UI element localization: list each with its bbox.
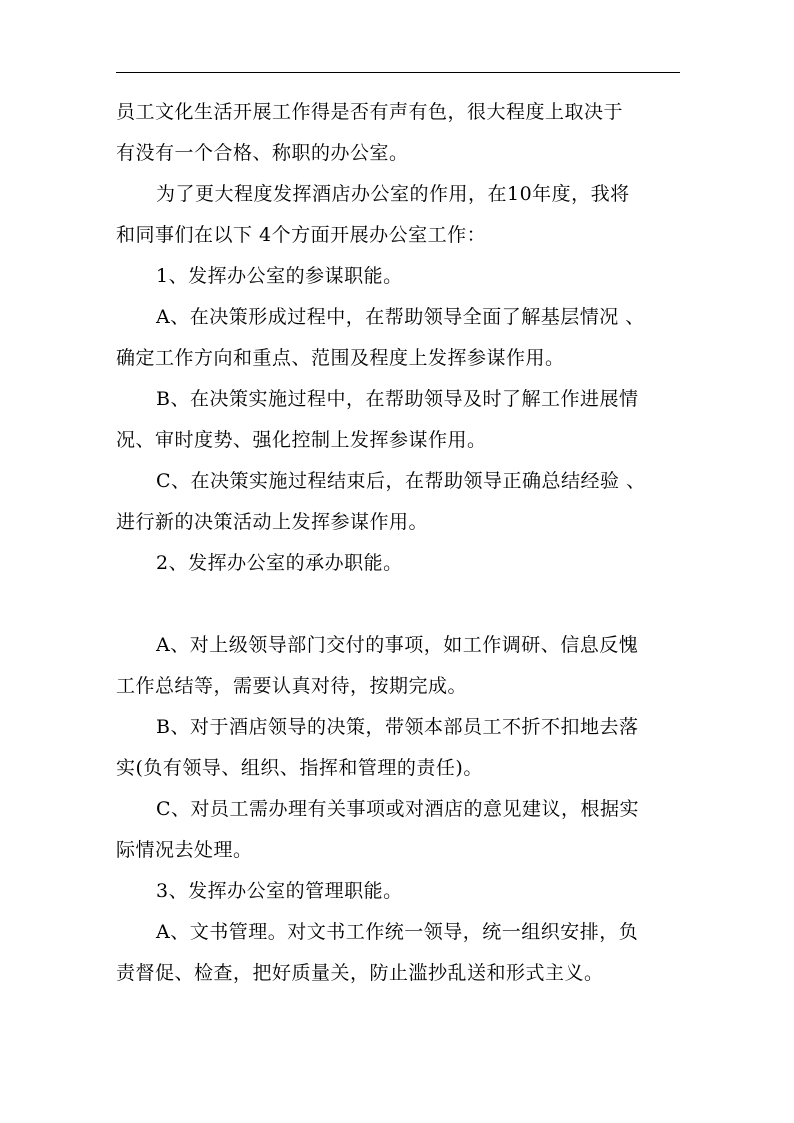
text-line: B、对于酒店领导的决策，带领本部员工不折不扣地去落	[156, 716, 639, 738]
text-line: A、文书管理。对文书工作统一领导，统一组织安排，负	[156, 921, 639, 943]
document-body	[116, 92, 686, 994]
text-line: 进行新的决策活动上发挥参谋作用。	[116, 511, 429, 533]
text-line: 责督促、检查，把好质量关，防止滥抄乱送和形式主义。	[116, 962, 604, 984]
text-line: 际情况去处理。	[116, 839, 253, 861]
text-line: A、在决策形成过程中，在帮助领导全面了解基层情况 、	[156, 306, 645, 328]
text-line: 确定工作方向和重点、范围及程度上发挥参谋作用。	[116, 347, 565, 369]
text-line: 为了更大程度发挥酒店办公室的作用，在10年度，我将	[156, 183, 630, 205]
header-rule	[116, 72, 680, 73]
text-line: B、在决策实施过程中，在帮助领导及时了解工作进展情	[156, 388, 639, 410]
section-heading: 2、发挥办公室的承办职能。	[156, 552, 403, 574]
text-line: C、在决策实施过程结束后，在帮助领导正确总结经验 、	[156, 470, 646, 492]
text-line: A、对上级领导部门交付的事项，如工作调研、信息反愧	[156, 634, 639, 656]
text-line: C、对员工需办理有关事项或对酒店的意见建议，根据实	[156, 798, 640, 820]
section-heading: 3、发挥办公室的管理职能。	[156, 880, 403, 902]
text-line: 工作总结等，需要认真对待，按期完成。	[116, 675, 468, 697]
text-line: 况、审时度势、强化控制上发挥参谋作用。	[116, 429, 487, 451]
text-line: 实(负有领导、组织、指挥和管理的责任)。	[116, 757, 483, 779]
text-line: 有没有一个合格、称职的办公室。	[116, 142, 409, 164]
section-heading: 1、发挥办公室的参谋职能。	[156, 265, 403, 287]
blank-line	[116, 584, 686, 625]
text-line: 和同事们在以下 4个方面开展办公室工作：	[116, 224, 487, 246]
text-line: 员工文化生活开展工作得是否有声有色，很大程度上取决于	[116, 101, 624, 123]
